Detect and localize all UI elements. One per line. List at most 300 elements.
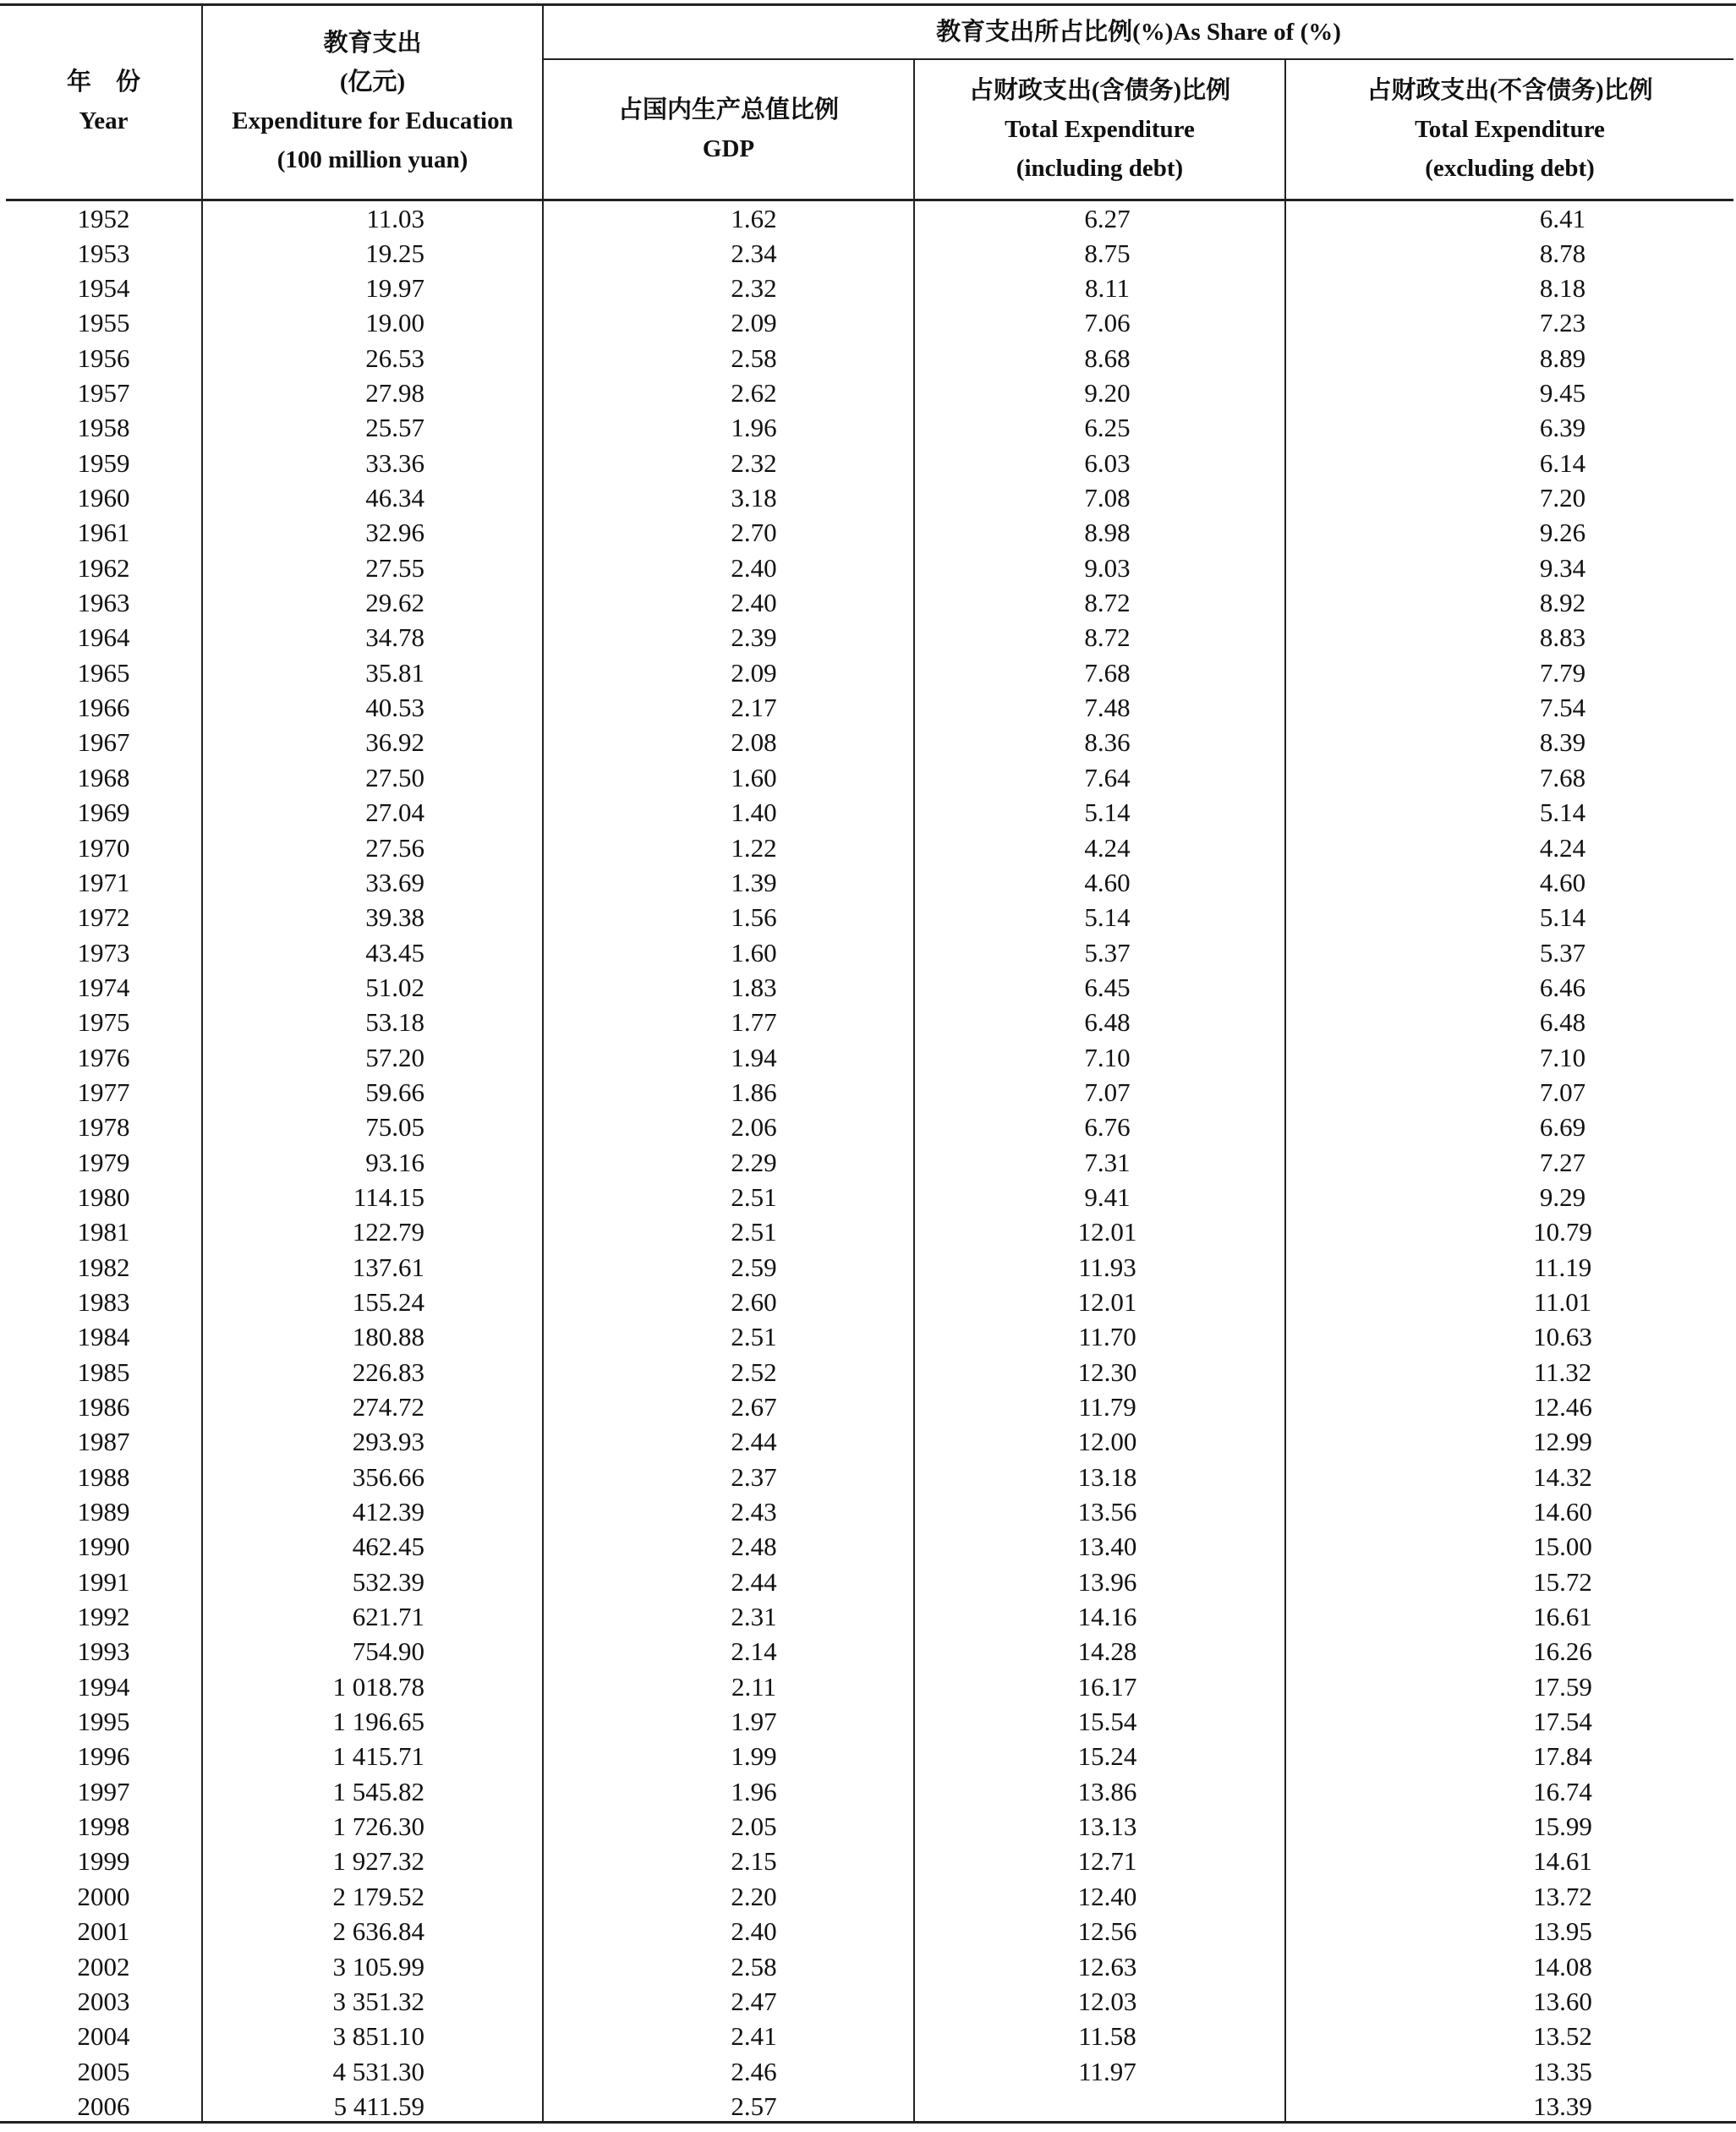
cell-year: 1952 — [6, 200, 202, 236]
table-row — [6, 900, 1733, 934]
cell-year: 1996 — [6, 1739, 202, 1773]
cell-incl-debt-share: 6.03 — [914, 446, 1285, 480]
cell-year: 1971 — [6, 865, 202, 900]
cell-incl-debt-share: 12.03 — [914, 1984, 1285, 2019]
cell-excl-debt-share: 4.24 — [1285, 830, 1733, 864]
cell-expenditure: 59.66 — [202, 1075, 543, 1110]
cell-incl-debt-share: 12.01 — [914, 1214, 1285, 1249]
cell-year: 1970 — [6, 830, 202, 864]
cell-year: 1990 — [6, 1529, 202, 1564]
cell-expenditure: 1 196.65 — [202, 1704, 543, 1739]
cell-year: 1997 — [6, 1774, 202, 1809]
cell-excl-debt-share: 11.19 — [1285, 1249, 1733, 1284]
cell-incl-debt-share: 7.08 — [914, 480, 1285, 515]
cell-excl-debt-share: 12.99 — [1285, 1424, 1733, 1459]
cell-year: 1981 — [6, 1214, 202, 1249]
cell-gdp-share: 2.08 — [543, 725, 914, 759]
table-row — [6, 236, 1733, 271]
table-row — [6, 1249, 1733, 1284]
table-row — [6, 1144, 1733, 1179]
cell-gdp-share: 2.05 — [543, 1809, 914, 1844]
table-row — [6, 1424, 1733, 1459]
cell-excl-debt-share: 6.41 — [1285, 200, 1733, 236]
cell-excl-debt-share: 7.23 — [1285, 305, 1733, 340]
cell-gdp-share: 2.39 — [543, 620, 914, 655]
table-row — [6, 551, 1733, 585]
cell-expenditure: 43.45 — [202, 934, 543, 969]
cell-gdp-share: 2.37 — [543, 1460, 914, 1494]
cell-year: 1989 — [6, 1494, 202, 1529]
table-row — [6, 585, 1733, 620]
cell-year: 1961 — [6, 515, 202, 550]
cell-expenditure: 754.90 — [202, 1634, 543, 1669]
cell-year: 1969 — [6, 795, 202, 830]
cell-expenditure: 274.72 — [202, 1389, 543, 1424]
header-year — [6, 5, 202, 200]
table-row — [6, 515, 1733, 550]
cell-incl-debt-share: 8.98 — [914, 515, 1285, 550]
cell-expenditure: 137.61 — [202, 1249, 543, 1284]
cell-incl-debt-share: 12.00 — [914, 1424, 1285, 1459]
table-row — [6, 1739, 1733, 1773]
cell-gdp-share: 2.06 — [543, 1110, 914, 1144]
table-row — [6, 1039, 1733, 1074]
cell-gdp-share: 1.94 — [543, 1039, 914, 1074]
cell-excl-debt-share: 15.00 — [1285, 1529, 1733, 1564]
cell-gdp-share: 1.77 — [543, 1005, 914, 1039]
cell-excl-debt-share: 11.01 — [1285, 1285, 1733, 1319]
cell-expenditure: 462.45 — [202, 1529, 543, 1564]
header-expenditure-unit-en: (100 million yuan) — [277, 146, 468, 174]
cell-incl-debt-share: 11.70 — [914, 1319, 1285, 1354]
table-row — [6, 1389, 1733, 1424]
table-row — [6, 1355, 1733, 1389]
cell-year: 1994 — [6, 1669, 202, 1704]
cell-year: 1984 — [6, 1319, 202, 1354]
table-row — [6, 1110, 1733, 1144]
table-row — [6, 1669, 1733, 1704]
table-row — [6, 200, 1733, 236]
cell-incl-debt-share: 12.71 — [914, 1844, 1285, 1878]
cell-excl-debt-share: 13.72 — [1285, 1879, 1733, 1914]
header-gdp-zh: 占国内生产总值比例 — [617, 96, 839, 123]
cell-year: 1972 — [6, 900, 202, 934]
cell-incl-debt-share: 8.72 — [914, 620, 1285, 655]
cell-expenditure: 33.69 — [202, 865, 543, 900]
header-gdp-en: GDP — [702, 134, 755, 162]
cell-expenditure: 40.53 — [202, 690, 543, 725]
cell-year: 1953 — [6, 236, 202, 271]
cell-incl-debt-share: 9.03 — [914, 551, 1285, 585]
cell-year: 1979 — [6, 1144, 202, 1179]
cell-excl-debt-share: 7.20 — [1285, 480, 1733, 515]
cell-expenditure: 155.24 — [202, 1285, 543, 1319]
cell-expenditure: 3 851.10 — [202, 2019, 543, 2053]
header-year-en: Year — [79, 107, 129, 135]
cell-year: 1974 — [6, 970, 202, 1005]
cell-gdp-share: 2.70 — [543, 515, 914, 550]
cell-gdp-share: 2.40 — [543, 551, 914, 585]
cell-year: 1959 — [6, 446, 202, 480]
cell-expenditure: 34.78 — [202, 620, 543, 655]
cell-expenditure: 5 411.59 — [202, 2089, 543, 2124]
cell-expenditure: 19.25 — [202, 236, 543, 271]
cell-expenditure: 36.92 — [202, 725, 543, 759]
header-excl-debt-en1: Total Expenditure — [1415, 115, 1605, 143]
table-row — [6, 1914, 1733, 1948]
table-header — [6, 5, 1733, 200]
cell-gdp-share: 2.41 — [543, 2019, 914, 2053]
cell-incl-debt-share: 6.27 — [914, 200, 1285, 236]
cell-excl-debt-share: 9.26 — [1285, 515, 1733, 550]
cell-gdp-share: 2.40 — [543, 1914, 914, 1948]
cell-excl-debt-share: 9.29 — [1285, 1180, 1733, 1214]
cell-expenditure: 1 927.32 — [202, 1844, 543, 1878]
cell-excl-debt-share: 12.46 — [1285, 1389, 1733, 1424]
cell-gdp-share: 2.43 — [543, 1494, 914, 1529]
cell-expenditure: 1 726.30 — [202, 1809, 543, 1844]
cell-excl-debt-share: 7.10 — [1285, 1039, 1733, 1074]
cell-year: 1993 — [6, 1634, 202, 1669]
cell-expenditure: 27.04 — [202, 795, 543, 830]
cell-year: 1992 — [6, 1599, 202, 1634]
cell-year: 1980 — [6, 1180, 202, 1214]
table-row — [6, 1494, 1733, 1529]
table-row — [6, 1460, 1733, 1494]
cell-expenditure: 46.34 — [202, 480, 543, 515]
cell-gdp-share: 1.96 — [543, 1774, 914, 1809]
cell-incl-debt-share: 7.07 — [914, 1075, 1285, 1110]
cell-year: 1988 — [6, 1460, 202, 1494]
cell-year: 1998 — [6, 1809, 202, 1844]
table-row — [6, 271, 1733, 305]
cell-excl-debt-share: 17.59 — [1285, 1669, 1733, 1704]
header-year-zh: 年 份 — [66, 69, 140, 96]
cell-year: 1976 — [6, 1039, 202, 1074]
table-row — [6, 2089, 1733, 2124]
cell-incl-debt-share: 6.76 — [914, 1110, 1285, 1144]
cell-incl-debt-share: 11.79 — [914, 1389, 1285, 1424]
cell-excl-debt-share: 17.54 — [1285, 1704, 1733, 1739]
table-row — [6, 1565, 1733, 1599]
cell-expenditure: 27.50 — [202, 760, 543, 795]
cell-incl-debt-share: 12.30 — [914, 1355, 1285, 1389]
table-row — [6, 2019, 1733, 2053]
cell-expenditure: 621.71 — [202, 1599, 543, 1634]
cell-year: 1977 — [6, 1075, 202, 1110]
cell-incl-debt-share: 7.06 — [914, 305, 1285, 340]
table-row — [6, 1214, 1733, 1249]
cell-excl-debt-share: 5.14 — [1285, 795, 1733, 830]
cell-excl-debt-share: 14.60 — [1285, 1494, 1733, 1529]
education-expenditure-table — [6, 5, 1733, 2124]
header-excl-debt — [1285, 59, 1733, 200]
cell-excl-debt-share: 6.48 — [1285, 1005, 1733, 1039]
cell-incl-debt-share: 9.41 — [914, 1180, 1285, 1214]
cell-excl-debt-share: 4.60 — [1285, 865, 1733, 900]
table-row — [6, 1879, 1733, 1914]
cell-year: 1978 — [6, 1110, 202, 1144]
cell-expenditure: 4 531.30 — [202, 2053, 543, 2088]
cell-expenditure: 75.05 — [202, 1110, 543, 1144]
cell-excl-debt-share: 5.37 — [1285, 934, 1733, 969]
cell-expenditure: 226.83 — [202, 1355, 543, 1389]
table-row — [6, 446, 1733, 480]
cell-gdp-share: 2.51 — [543, 1180, 914, 1214]
table-row — [6, 1844, 1733, 1878]
cell-incl-debt-share: 13.18 — [914, 1460, 1285, 1494]
cell-excl-debt-share: 13.60 — [1285, 1984, 1733, 2019]
cell-year: 1973 — [6, 934, 202, 969]
header-incl-debt-en1: Total Expenditure — [1005, 115, 1195, 143]
cell-gdp-share: 2.14 — [543, 1634, 914, 1669]
header-incl-debt-zh: 占财政支出(含债务)比例 — [968, 76, 1231, 104]
cell-excl-debt-share: 10.79 — [1285, 1214, 1733, 1249]
cell-expenditure: 3 351.32 — [202, 1984, 543, 2019]
cell-year: 1968 — [6, 760, 202, 795]
cell-excl-debt-share: 8.89 — [1285, 341, 1733, 375]
table-row — [6, 865, 1733, 900]
cell-incl-debt-share: 12.40 — [914, 1879, 1285, 1914]
cell-excl-debt-share: 6.69 — [1285, 1110, 1733, 1144]
cell-year: 1965 — [6, 655, 202, 690]
cell-expenditure: 293.93 — [202, 1424, 543, 1459]
cell-expenditure: 35.81 — [202, 655, 543, 690]
cell-incl-debt-share: 12.01 — [914, 1285, 1285, 1319]
cell-year: 2005 — [6, 2053, 202, 2088]
table-row — [6, 1634, 1733, 1669]
cell-excl-debt-share: 13.52 — [1285, 2019, 1733, 2053]
cell-year: 1982 — [6, 1249, 202, 1284]
cell-expenditure: 29.62 — [202, 585, 543, 620]
cell-excl-debt-share: 7.79 — [1285, 655, 1733, 690]
cell-gdp-share: 2.51 — [543, 1319, 914, 1354]
cell-gdp-share: 2.47 — [543, 1984, 914, 2019]
cell-incl-debt-share: 16.17 — [914, 1669, 1285, 1704]
cell-gdp-share: 2.60 — [543, 1285, 914, 1319]
header-excl-debt-zh: 占财政支出(不含债务)比例 — [1366, 76, 1653, 104]
cell-excl-debt-share: 8.18 — [1285, 271, 1733, 305]
header-excl-debt-en2: (excluding debt) — [1425, 154, 1595, 182]
table-row — [6, 970, 1733, 1005]
table-row — [6, 620, 1733, 655]
cell-incl-debt-share: 15.24 — [914, 1739, 1285, 1773]
cell-gdp-share: 1.62 — [543, 200, 914, 236]
cell-gdp-share: 2.48 — [543, 1529, 914, 1564]
table-row — [6, 2053, 1733, 2088]
cell-excl-debt-share: 7.27 — [1285, 1144, 1733, 1179]
cell-excl-debt-share: 13.95 — [1285, 1914, 1733, 1948]
cell-expenditure: 27.98 — [202, 375, 543, 410]
cell-expenditure: 93.16 — [202, 1144, 543, 1179]
cell-expenditure: 32.96 — [202, 515, 543, 550]
cell-incl-debt-share: 5.14 — [914, 900, 1285, 934]
cell-excl-debt-share: 8.78 — [1285, 236, 1733, 271]
cell-gdp-share: 1.40 — [543, 795, 914, 830]
cell-gdp-share: 1.99 — [543, 1739, 914, 1773]
cell-excl-debt-share: 6.46 — [1285, 970, 1733, 1005]
cell-gdp-share: 2.11 — [543, 1669, 914, 1704]
cell-excl-debt-share: 9.34 — [1285, 551, 1733, 585]
cell-incl-debt-share: 5.37 — [914, 934, 1285, 969]
cell-excl-debt-share: 13.39 — [1285, 2089, 1733, 2124]
cell-year: 1955 — [6, 305, 202, 340]
cell-incl-debt-share: 6.45 — [914, 970, 1285, 1005]
cell-incl-debt-share: 9.20 — [914, 375, 1285, 410]
cell-expenditure: 412.39 — [202, 1494, 543, 1529]
cell-gdp-share: 2.32 — [543, 271, 914, 305]
cell-excl-debt-share: 8.83 — [1285, 620, 1733, 655]
cell-gdp-share: 2.20 — [543, 1879, 914, 1914]
cell-gdp-share: 2.17 — [543, 690, 914, 725]
cell-expenditure: 180.88 — [202, 1319, 543, 1354]
cell-expenditure: 19.00 — [202, 305, 543, 340]
cell-incl-debt-share: 4.60 — [914, 865, 1285, 900]
cell-excl-debt-share: 8.39 — [1285, 725, 1733, 759]
cell-year: 2000 — [6, 1879, 202, 1914]
cell-gdp-share: 2.09 — [543, 655, 914, 690]
table-row — [6, 690, 1733, 725]
cell-gdp-share: 2.09 — [543, 305, 914, 340]
table-row — [6, 1005, 1733, 1039]
cell-year: 1954 — [6, 271, 202, 305]
cell-expenditure: 1 415.71 — [202, 1739, 543, 1773]
cell-incl-debt-share: 6.25 — [914, 410, 1285, 445]
cell-incl-debt-share: 7.10 — [914, 1039, 1285, 1074]
cell-year: 1987 — [6, 1424, 202, 1459]
cell-excl-debt-share: 16.61 — [1285, 1599, 1733, 1634]
cell-excl-debt-share: 9.45 — [1285, 375, 1733, 410]
table-row — [6, 934, 1733, 969]
cell-year: 1958 — [6, 410, 202, 445]
cell-expenditure: 25.57 — [202, 410, 543, 445]
cell-year: 1957 — [6, 375, 202, 410]
cell-excl-debt-share: 14.08 — [1285, 1948, 1733, 1983]
cell-incl-debt-share: 8.11 — [914, 271, 1285, 305]
cell-expenditure: 26.53 — [202, 341, 543, 375]
cell-excl-debt-share: 5.14 — [1285, 900, 1733, 934]
table-row — [6, 1599, 1733, 1634]
cell-gdp-share: 2.62 — [543, 375, 914, 410]
table-row — [6, 1529, 1733, 1564]
cell-expenditure: 39.38 — [202, 900, 543, 934]
cell-gdp-share: 1.97 — [543, 1704, 914, 1739]
header-expenditure-zh: 教育支出 — [323, 30, 422, 58]
cell-expenditure: 2 636.84 — [202, 1914, 543, 1948]
cell-expenditure: 3 105.99 — [202, 1948, 543, 1983]
cell-year: 1995 — [6, 1704, 202, 1739]
cell-expenditure: 51.02 — [202, 970, 543, 1005]
table-row — [6, 1319, 1733, 1354]
cell-expenditure: 114.15 — [202, 1180, 543, 1214]
cell-incl-debt-share: 6.48 — [914, 1005, 1285, 1039]
cell-incl-debt-share: 11.93 — [914, 1249, 1285, 1284]
cell-excl-debt-share: 13.35 — [1285, 2053, 1733, 2088]
header-gdp — [543, 59, 914, 200]
cell-incl-debt-share: 4.24 — [914, 830, 1285, 864]
cell-year: 2004 — [6, 2019, 202, 2053]
cell-incl-debt-share: 12.63 — [914, 1948, 1285, 1983]
cell-incl-debt-share: 7.64 — [914, 760, 1285, 795]
table-row — [6, 830, 1733, 864]
cell-incl-debt-share: 7.68 — [914, 655, 1285, 690]
header-incl-debt — [914, 59, 1285, 200]
cell-expenditure: 53.18 — [202, 1005, 543, 1039]
cell-incl-debt-share: 13.56 — [914, 1494, 1285, 1529]
cell-gdp-share: 2.32 — [543, 446, 914, 480]
cell-excl-debt-share: 10.63 — [1285, 1319, 1733, 1354]
cell-year: 1964 — [6, 620, 202, 655]
cell-gdp-share: 2.44 — [543, 1424, 914, 1459]
cell-gdp-share: 2.40 — [543, 585, 914, 620]
cell-excl-debt-share: 15.99 — [1285, 1809, 1733, 1844]
cell-excl-debt-share: 15.72 — [1285, 1565, 1733, 1599]
cell-gdp-share: 1.22 — [543, 830, 914, 864]
cell-incl-debt-share: 11.58 — [914, 2019, 1285, 2053]
cell-gdp-share: 2.58 — [543, 341, 914, 375]
cell-excl-debt-share: 16.26 — [1285, 1634, 1733, 1669]
cell-gdp-share: 2.46 — [543, 2053, 914, 2088]
cell-gdp-share: 1.60 — [543, 760, 914, 795]
cell-year: 1991 — [6, 1565, 202, 1599]
cell-year: 2006 — [6, 2089, 202, 2124]
cell-incl-debt-share: 15.54 — [914, 1704, 1285, 1739]
cell-expenditure: 356.66 — [202, 1460, 543, 1494]
cell-incl-debt-share: 13.40 — [914, 1529, 1285, 1564]
cell-excl-debt-share: 6.14 — [1285, 446, 1733, 480]
header-incl-debt-en2: (including debt) — [1016, 154, 1184, 182]
cell-incl-debt-share — [914, 2089, 1285, 2124]
cell-incl-debt-share: 8.68 — [914, 341, 1285, 375]
cell-gdp-share: 2.29 — [543, 1144, 914, 1179]
cell-gdp-share: 1.83 — [543, 970, 914, 1005]
cell-excl-debt-share: 14.61 — [1285, 1844, 1733, 1878]
cell-year: 1967 — [6, 725, 202, 759]
cell-year: 2002 — [6, 1948, 202, 1983]
cell-incl-debt-share: 14.16 — [914, 1599, 1285, 1634]
table-row — [6, 655, 1733, 690]
cell-expenditure: 1 018.78 — [202, 1669, 543, 1704]
cell-gdp-share: 2.34 — [543, 236, 914, 271]
cell-gdp-share: 1.96 — [543, 410, 914, 445]
cell-year: 2001 — [6, 1914, 202, 1948]
cell-expenditure: 27.55 — [202, 551, 543, 585]
cell-gdp-share: 2.31 — [543, 1599, 914, 1634]
cell-excl-debt-share: 16.74 — [1285, 1774, 1733, 1809]
cell-year: 1983 — [6, 1285, 202, 1319]
cell-expenditure: 532.39 — [202, 1565, 543, 1599]
table-row — [6, 760, 1733, 795]
cell-excl-debt-share: 17.84 — [1285, 1739, 1733, 1773]
table-row — [6, 1075, 1733, 1110]
table-row — [6, 1180, 1733, 1214]
cell-excl-debt-share: 7.07 — [1285, 1075, 1733, 1110]
cell-gdp-share: 2.15 — [543, 1844, 914, 1878]
cell-gdp-share: 2.51 — [543, 1214, 914, 1249]
cell-incl-debt-share: 14.28 — [914, 1634, 1285, 1669]
cell-incl-debt-share: 13.13 — [914, 1809, 1285, 1844]
cell-incl-debt-share: 7.31 — [914, 1144, 1285, 1179]
cell-gdp-share: 2.52 — [543, 1355, 914, 1389]
cell-excl-debt-share: 14.32 — [1285, 1460, 1733, 1494]
table-row — [6, 305, 1733, 340]
cell-year: 1966 — [6, 690, 202, 725]
cell-year: 1960 — [6, 480, 202, 515]
cell-incl-debt-share: 13.86 — [914, 1774, 1285, 1809]
header-expenditure-en: Expenditure for Education — [232, 107, 513, 135]
cell-expenditure: 27.56 — [202, 830, 543, 864]
bottom-rule — [0, 2121, 1736, 2124]
